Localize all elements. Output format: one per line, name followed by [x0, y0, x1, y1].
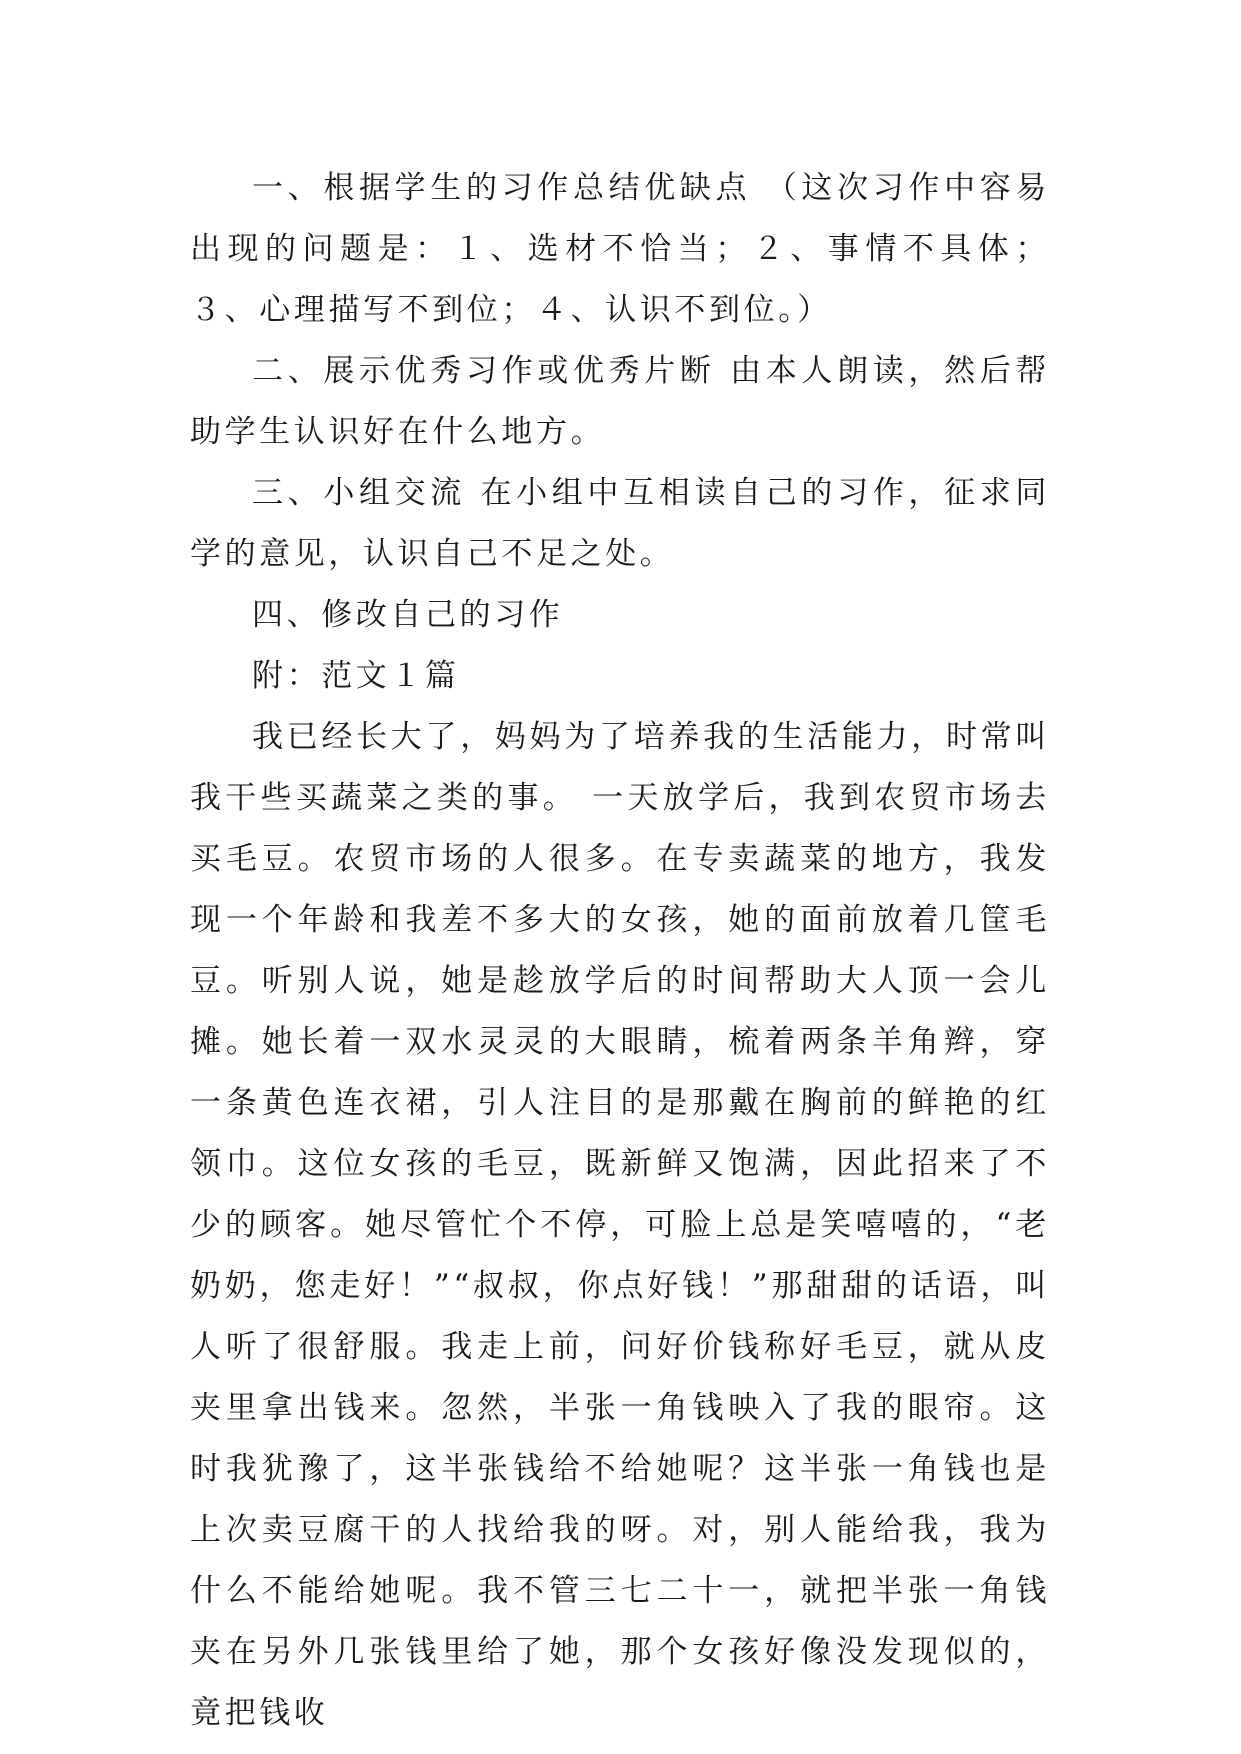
paragraph-revise: 四、修改自己的习作 [252, 597, 564, 633]
paragraph-group-exchange: 三、小组交流 在小组中互相读自己的习作，征求同学的意见，认识自己不足之处。 [190, 475, 1050, 572]
paragraph-summary: 一、根据学生的习作总结优缺点 （这次习作中容易出现的问题是：１、选材不恰当；２、事情不具体；３、心理描写不到位；４、认识不到位。） [190, 170, 1050, 328]
paragraph-sample-essay: 我已经长大了，妈妈为了培养我的生活能力，时常叫我干些买蔬菜之类的事。 一天放学后，我到农贸市场去买毛豆。农贸市场的人很多。在专卖蔬菜的地方，我发现一个年龄和我差不多大的女孩，她的面前放着几筐毛豆。听别人说，她是趁放学后的时间帮助大人顶一会儿摊。她长着一双水灵灵的大眼睛，梳着两条羊角辫，穿一条黄色连衣裙，引人注目的是那戴在胸前的鲜艳的红领巾。这位女孩的毛豆，既新鲜又饱满，因此招来了不少的顾客。她尽管忙个不停，可脸上总是笑嘻嘻的，“老奶奶，您走好！”“叔叔，你点好钱！”那甜甜的话语，叫人听了很舒服。我走上前，问好价钱称好毛豆，就从皮夹里拿出钱来。忽然，半张一角钱映入了我的眼帘。这时我犹豫了，这半张钱给不给她呢？这半张一角钱也是上次卖豆腐干的人找给我的呀。对，别人能给我，我为什么不能给她呢。我不管三七二十一，就把半张一角钱夹在另外几张钱里给了她，那个女孩好像没发现似的，竟把钱收 [190, 719, 1050, 1731]
document-body [190, 158, 1050, 1744]
paragraph-appendix-heading: 附：范文１篇 [252, 658, 460, 694]
paragraph-showcase: 二、展示优秀习作或优秀片断 由本人朗读，然后帮助学生认识好在什么地方。 [190, 353, 1050, 450]
